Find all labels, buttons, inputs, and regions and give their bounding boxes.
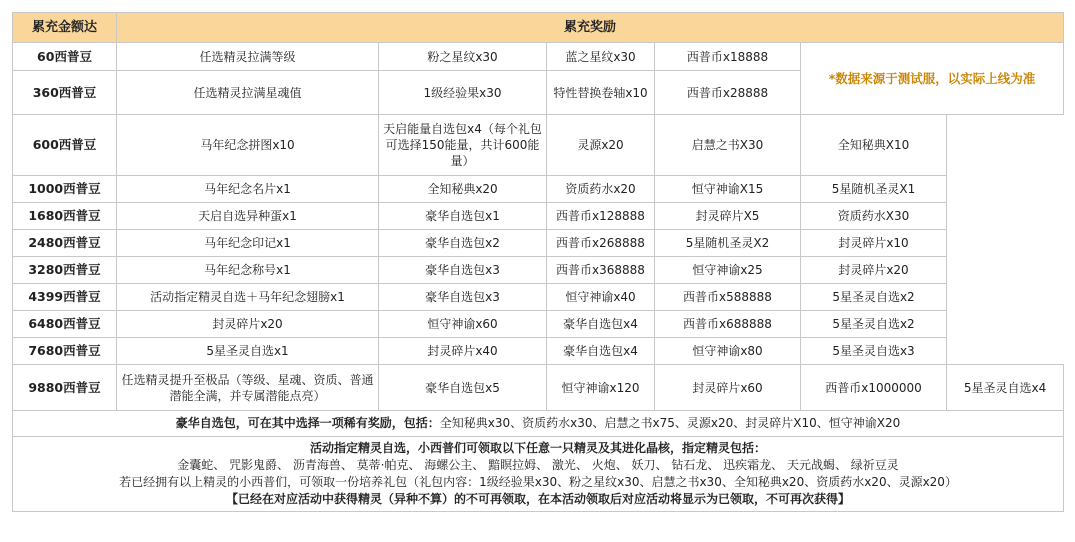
reward-cell: 任选精灵拉满等级: [117, 43, 379, 71]
reward-cell: 马年纪念名片x1: [117, 176, 379, 203]
amount-cell: 1680西普豆: [13, 203, 117, 230]
reward-cell: 豪华自选包x2: [379, 230, 547, 257]
reward-cell: 封灵碎片x20: [117, 311, 379, 338]
reward-cell: 5星随机圣灵X2: [655, 230, 801, 257]
reward-cell: 封灵碎片x10: [801, 230, 947, 257]
reward-cell: 西普币x128888: [547, 203, 655, 230]
table-row: [13, 284, 1064, 311]
header-reward: 累充奖励: [117, 13, 1064, 43]
reward-cell: 全知秘典x20: [379, 176, 547, 203]
amount-cell: 7680西普豆: [13, 338, 117, 365]
reward-cell: 恒守神谕x120: [547, 365, 655, 411]
table-row: [13, 311, 1064, 338]
reward-cell: 马年纪念称号x1: [117, 257, 379, 284]
event-spirit-title: 活动指定精灵自选，小西普们可领取以下任意一只精灵及其进化晶核，指定精灵包括：: [310, 441, 767, 455]
reward-cell: 恒守神谕x25: [655, 257, 801, 284]
reward-cell: 资质药水X30: [801, 203, 947, 230]
event-spirit-list: 金囊蛇、 咒影鬼爵、 沥青海兽、 莫蒂·帕克、 海螺公主、 黯瞑拉姆、 激光、 火炮、 妖刀、 钻石龙、 迅疾霜龙、 天元战蝎、 绿祈豆灵: [177, 458, 899, 472]
reward-cell: 豪华自选包x4: [547, 338, 655, 365]
event-owned-note: 若已经拥有以上精灵的小西普们，可领取一份培养礼包（礼包内容：1级经验果x30、粉之星纹x30、启慧之书x30、全知秘典x20、资质药水x20、灵源x20）: [119, 475, 957, 489]
reward-cell: 恒守神谕x40: [547, 284, 655, 311]
event-spirit-note: [13, 437, 1064, 512]
test-server-note: *数据来源于测试服，以实际上线为准: [801, 43, 1064, 115]
reward-cell: 恒守神谕x60: [379, 311, 547, 338]
reward-cell: 启慧之书X30: [655, 115, 801, 176]
reward-cell: 任选精灵拉满星魂值: [117, 71, 379, 115]
event-warning: 【已经在对应活动中获得精灵（异种不算）的不可再领取，在本活动领取后对应活动将显示为已领取，不可再次获得】: [226, 492, 851, 506]
table-header-row: [13, 13, 1064, 43]
table-row: [13, 43, 1064, 71]
reward-cell: 恒守神谕X15: [655, 176, 801, 203]
reward-cell: 5星圣灵自选x2: [801, 311, 947, 338]
luxury-pack-label: 豪华自选包，可在其中选择一项稀有奖励，包括：: [175, 416, 440, 430]
amount-cell: 6480西普豆: [13, 311, 117, 338]
reward-cell: 恒守神谕x80: [655, 338, 801, 365]
table-row: [13, 115, 1064, 176]
reward-cell: 西普币x18888: [655, 43, 801, 71]
reward-cell: 5星圣灵自选x3: [801, 338, 947, 365]
reward-cell: 蓝之星纹x30: [547, 43, 655, 71]
amount-cell: 60西普豆: [13, 43, 117, 71]
reward-cell: 资质药水x20: [547, 176, 655, 203]
table-row: [13, 365, 1064, 411]
reward-cell: 5星随机圣灵X1: [801, 176, 947, 203]
table-row: [13, 257, 1064, 284]
table-row: [13, 203, 1064, 230]
reward-cell: 豪华自选包x3: [379, 284, 547, 311]
reward-cell: 天启自选异种蛋x1: [117, 203, 379, 230]
reward-cell: 西普币x1000000: [801, 365, 947, 411]
table-row: [13, 176, 1064, 203]
amount-cell: 2480西普豆: [13, 230, 117, 257]
reward-cell: 封灵碎片x40: [379, 338, 547, 365]
reward-cell: 天启能量自选包x4（每个礼包可选择150能量，共计600能量）: [379, 115, 547, 176]
reward-cell: 任选精灵提升至极品（等级、星魂、资质、普通潜能全满，并专属潜能点亮）: [117, 365, 379, 411]
reward-cell: 豪华自选包x1: [379, 203, 547, 230]
reward-cell: 西普币x28888: [655, 71, 801, 115]
reward-cell: 马年纪念拼图x10: [117, 115, 379, 176]
reward-cell: 1级经验果x30: [379, 71, 547, 115]
reward-cell: 豪华自选包x3: [379, 257, 547, 284]
reward-cell: 灵源x20: [547, 115, 655, 176]
amount-cell: 600西普豆: [13, 115, 117, 176]
reward-cell: 马年纪念印记x1: [117, 230, 379, 257]
luxury-pack-row: [13, 411, 1064, 437]
amount-cell: 9880西普豆: [13, 365, 117, 411]
amount-cell: 4399西普豆: [13, 284, 117, 311]
luxury-pack-items: 全知秘典x30、资质药水x30、启慧之书x75、灵源x20、封灵碎片X10、恒守神谕X20: [439, 416, 901, 430]
amount-cell: 3280西普豆: [13, 257, 117, 284]
event-spirit-row: [13, 437, 1064, 512]
reward-cell: 西普币x368888: [547, 257, 655, 284]
reward-cell: 5星圣灵自选x2: [801, 284, 947, 311]
reward-cell: 西普币x268888: [547, 230, 655, 257]
reward-cell: 全知秘典X10: [801, 115, 947, 176]
reward-cell: 封灵碎片X5: [655, 203, 801, 230]
reward-cell: 特性替换卷轴x10: [547, 71, 655, 115]
luxury-pack-note: [13, 411, 1064, 437]
reward-table-container: [12, 12, 1063, 512]
reward-cell: 5星圣灵自选x1: [117, 338, 379, 365]
reward-cell: 粉之星纹x30: [379, 43, 547, 71]
amount-cell: 360西普豆: [13, 71, 117, 115]
reward-cell: 豪华自选包x5: [379, 365, 547, 411]
amount-cell: 1000西普豆: [13, 176, 117, 203]
reward-cell: 西普币x688888: [655, 311, 801, 338]
table-row: [13, 230, 1064, 257]
header-amount: 累充金额达: [13, 13, 117, 43]
table-row: [13, 338, 1064, 365]
reward-cell: 封灵碎片x20: [801, 257, 947, 284]
reward-cell: 西普币x588888: [655, 284, 801, 311]
reward-cell: 封灵碎片x60: [655, 365, 801, 411]
cumulative-recharge-table: [12, 12, 1064, 512]
reward-cell: 5星圣灵自选x4: [947, 365, 1064, 411]
reward-cell: 豪华自选包x4: [547, 311, 655, 338]
reward-cell: 活动指定精灵自选＋马年纪念翅膀x1: [117, 284, 379, 311]
empty-cell: [947, 115, 1064, 365]
